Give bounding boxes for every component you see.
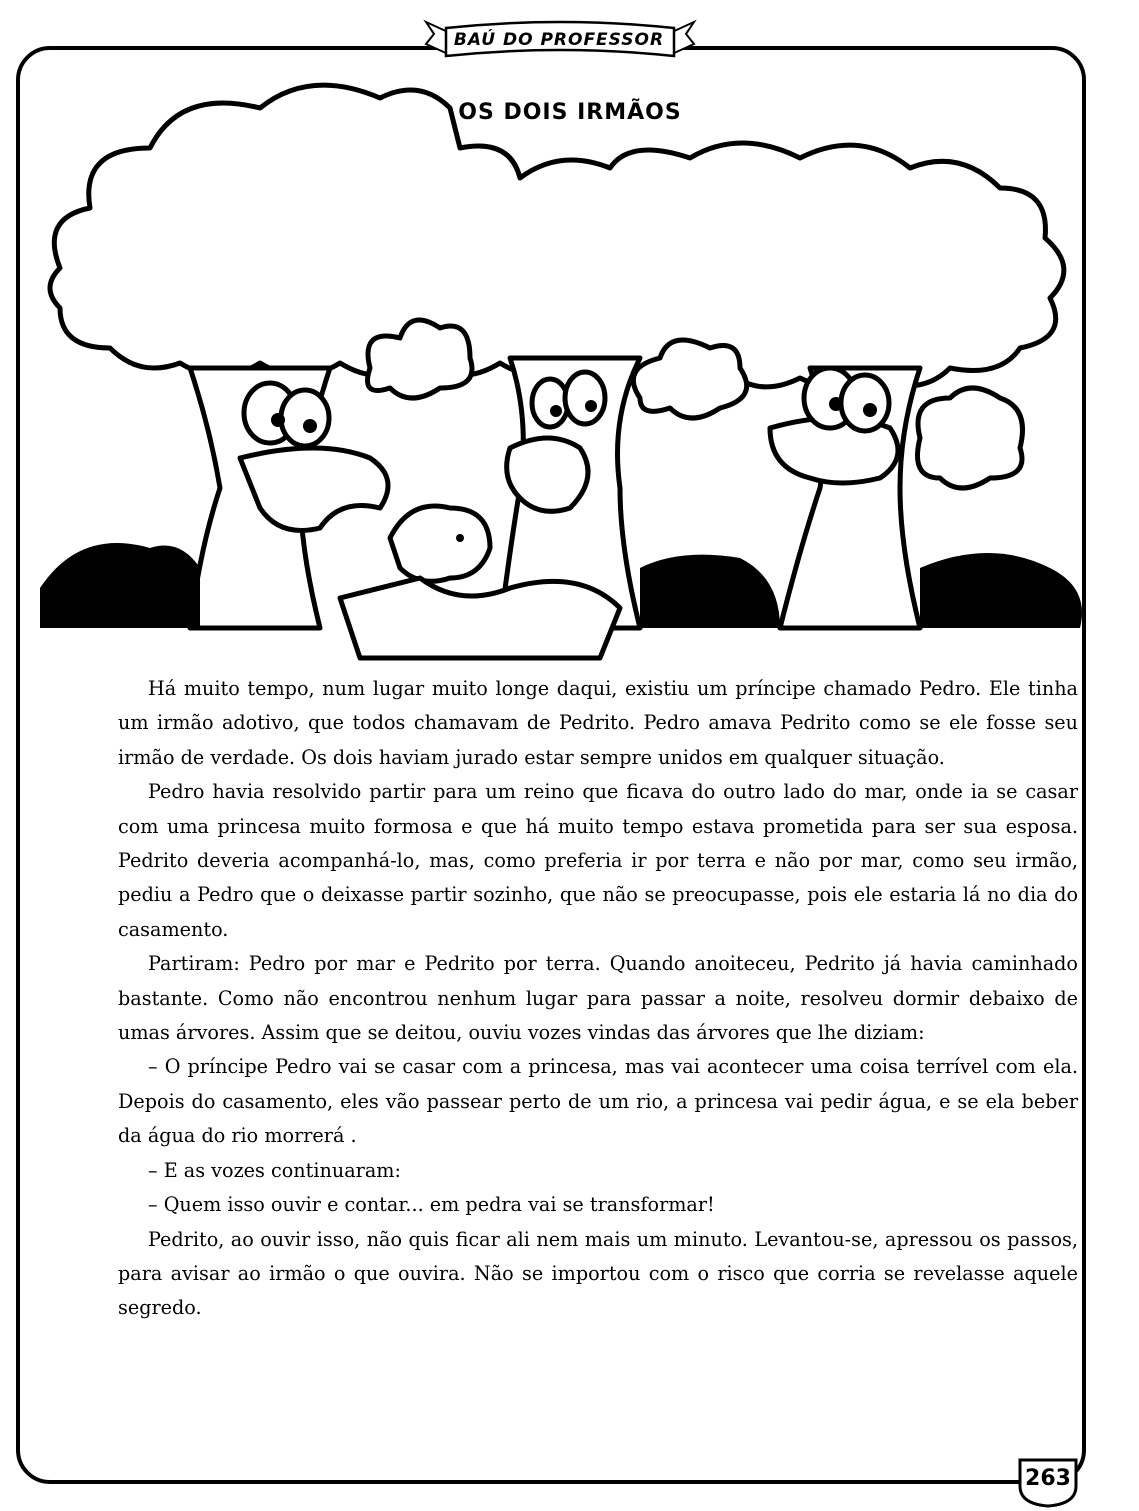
trees-and-boy-illustration-icon [40,68,1100,672]
story-paragraph: – Quem isso ouvir e contar... em pedra vai se transformar! [148,1193,715,1217]
story-paragraph: – O príncipe Pedro vai se casar com a princesa, mas vai acontecer uma coisa terrível com ela. Depois do casamento, eles vão passear perto de um rio, a princesa vai pedir água, e se ela beber da água do rio morrerá . [118,1055,1078,1148]
story-text [118,672,1078,1326]
story-paragraph: Pedrito, ao ouvir isso, não quis ficar ali nem mais um minuto. Levantou-se, apressou os passos, para avisar ao irmão o que ouvira. Não se importou com o risco que corria se revelasse aquele segredo. [118,1227,1078,1320]
story-paragraph: – E as vozes continuaram: [148,1158,401,1182]
story-paragraph: Pedro havia resolvido partir para um reino que ficava do outro lado do mar, onde ia se casar com uma princesa muito formosa e que há muito tempo estava prometida para ser sua esposa. Pedrito deveria acompanhá-lo, mas, como preferia ir por terra e não por mar, como seu irmão, pediu a Pedro que o deixasse partir sozinho, que não se preocupasse, pois ele estaria lá no dia do casamento. [118,780,1078,941]
story-paragraph: Há muito tempo, num lugar muito longe daqui, existiu um príncipe chamado Pedro. Ele tinha um irmão adotivo, que todos chamavam de Pedrito. Pedro amava Pedrito como se ele fosse seu irmão de verdade. Os dois haviam jurado estar sempre unidos em qualquer situação. [118,677,1078,769]
page-title: OS DOIS IRMÃOS [458,100,682,125]
story-paragraph: Partiram: Pedro por mar e Pedrito por terra. Quando anoiteceu, Pedrito já havia caminhado bastante. Como não encontrou nenhum lugar para passar a noite, resolveu dormir debaixo de umas árvores. Assim que se deitou, ouviu vozes vindas das árvores que lhe diziam: [118,952,1078,1045]
page-number: 263 [1025,1466,1071,1491]
banner-label: BAÚ DO PROFESSOR [453,30,665,50]
